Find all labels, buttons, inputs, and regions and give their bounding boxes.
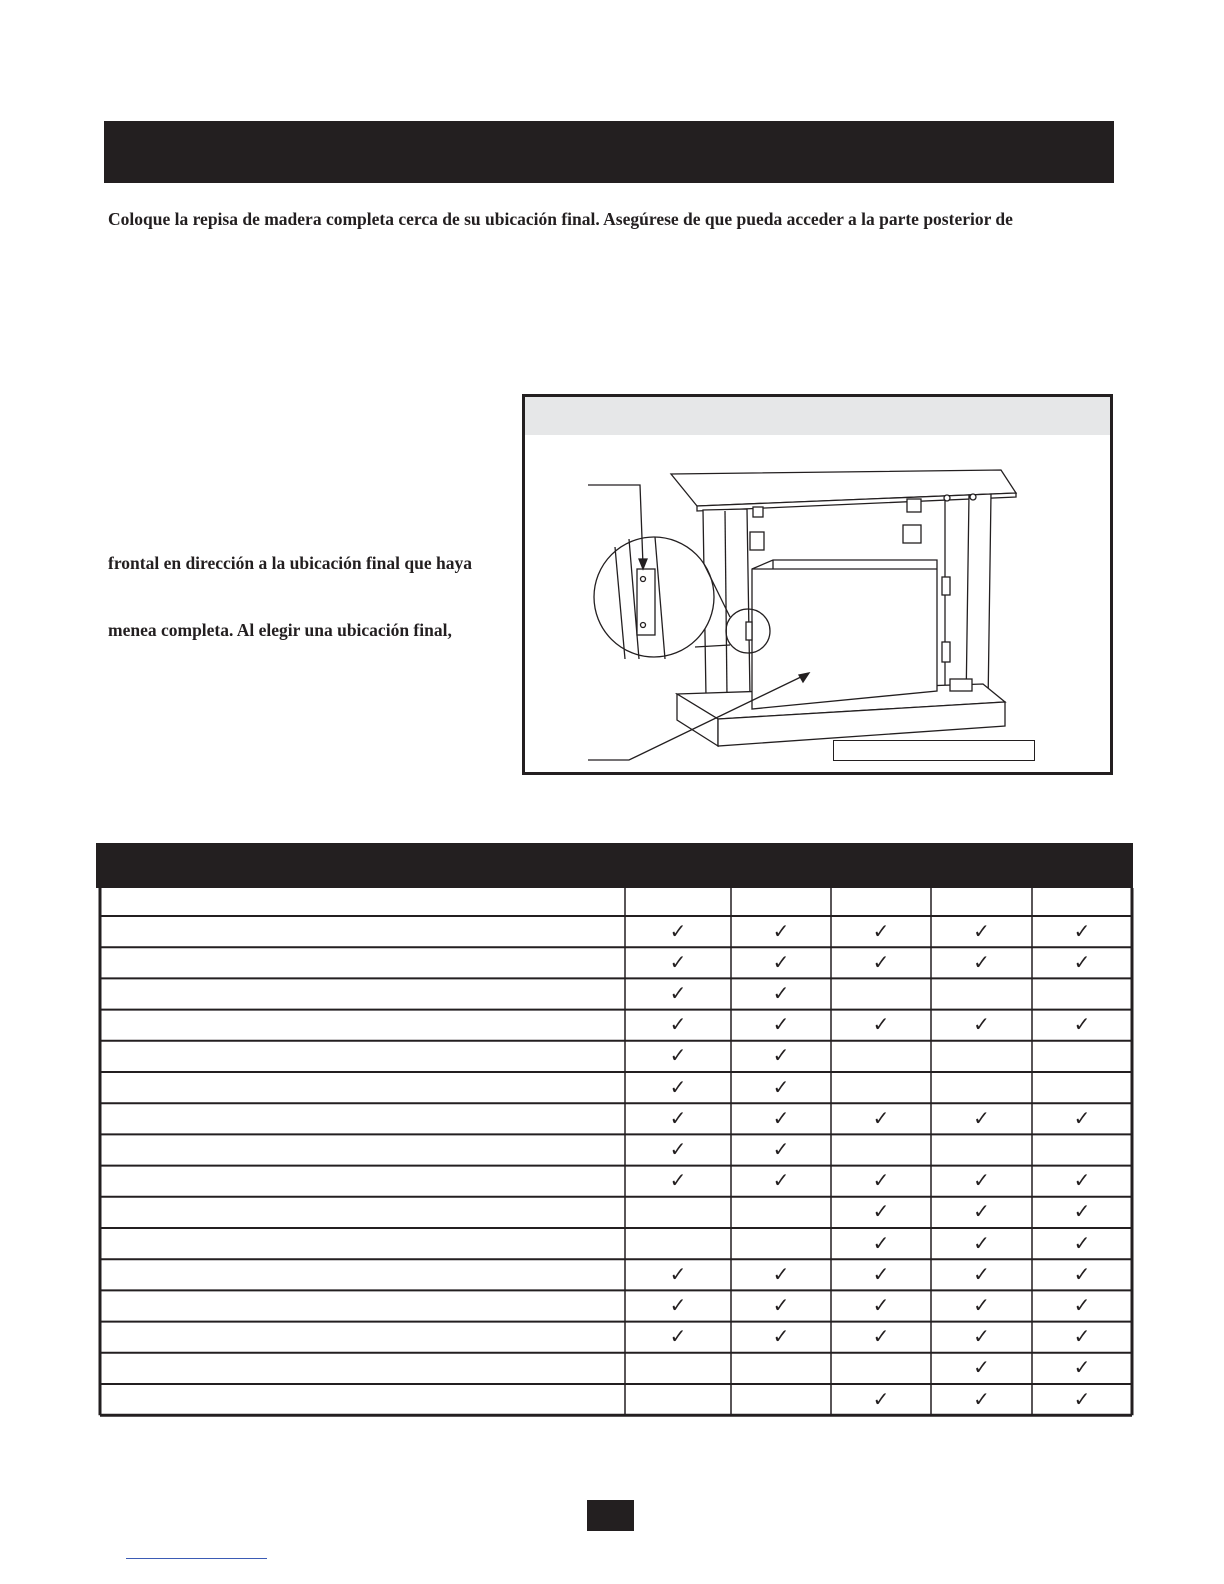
check-mark: ✓ [1073,949,1091,974]
check-mark: ✓ [669,949,687,974]
check-mark: ✓ [1073,1012,1091,1037]
check-mark: ✓ [872,1230,890,1255]
check-mark: ✓ [973,1355,990,1380]
check-mark: ✓ [872,1293,890,1317]
check-mark: ✓ [772,1168,790,1193]
check-mark: ✓ [872,1324,890,1349]
check-mark: ✓ [772,1261,790,1286]
check-mark: ✓ [1073,1355,1091,1380]
check-mark: ✓ [1073,1230,1091,1255]
page-number-box [587,1500,634,1531]
check-mark: ✓ [772,1105,790,1130]
check-mark: ✓ [973,1386,990,1411]
check-mark: ✓ [669,1324,687,1349]
check-mark: ✓ [1073,1199,1091,1224]
check-mark: ✓ [1073,1293,1091,1317]
check-mark: ✓ [973,918,990,943]
check-mark: ✓ [669,1105,687,1130]
footer-link-underline[interactable] [126,1558,267,1559]
check-mark: ✓ [772,949,790,974]
check-mark: ✓ [973,1168,990,1193]
check-mark: ✓ [669,1074,687,1099]
check-mark: ✓ [669,1293,687,1317]
check-mark: ✓ [669,1043,687,1068]
intro-paragraph: Coloque la repisa de madera completa cerca de su ubicación final. Asegúrese de que pueda acceder a la parte posterior de [108,209,1013,229]
check-mark: ✓ [872,918,890,943]
check-mark: ✓ [772,1074,790,1099]
body-text-line-1: frontal en dirección a la ubicación final que haya [108,553,472,573]
check-mark: ✓ [973,1199,990,1224]
check-mark: ✓ [973,1293,990,1317]
check-mark: ✓ [772,1324,790,1349]
check-mark: ✓ [1073,1386,1091,1411]
check-mark: ✓ [772,918,790,943]
check-mark: ✓ [772,1043,790,1068]
check-mark: ✓ [669,1261,687,1286]
check-mark: ✓ [973,1012,990,1037]
check-mark: ✓ [872,949,890,974]
check-mark: ✓ [669,981,687,1005]
check-mark: ✓ [872,1105,890,1130]
check-mark: ✓ [973,1261,990,1286]
check-mark: ✓ [872,1012,890,1037]
check-mark: ✓ [1073,1261,1091,1286]
check-mark: ✓ [973,1324,990,1349]
check-mark: ✓ [669,918,687,943]
check-mark: ✓ [872,1386,890,1411]
check-mark: ✓ [872,1261,890,1286]
body-text-line-2: menea completa. Al elegir una ubicación final, [108,620,452,640]
check-mark: ✓ [669,1168,687,1193]
check-mark: ✓ [973,1105,990,1130]
check-mark: ✓ [772,981,790,1005]
check-mark: ✓ [1073,1168,1091,1193]
check-mark: ✓ [973,1230,990,1255]
check-mark: ✓ [1073,918,1091,943]
check-mark: ✓ [872,1168,890,1193]
check-mark: ✓ [772,1293,790,1317]
check-mark: ✓ [772,1137,790,1161]
check-mark: ✓ [872,1199,890,1224]
check-mark: ✓ [669,1012,687,1037]
check-mark: ✓ [1073,1324,1091,1349]
check-mark: ✓ [1073,1105,1091,1130]
check-mark: ✓ [669,1137,687,1161]
check-mark: ✓ [973,949,990,974]
check-mark: ✓ [772,1012,790,1037]
